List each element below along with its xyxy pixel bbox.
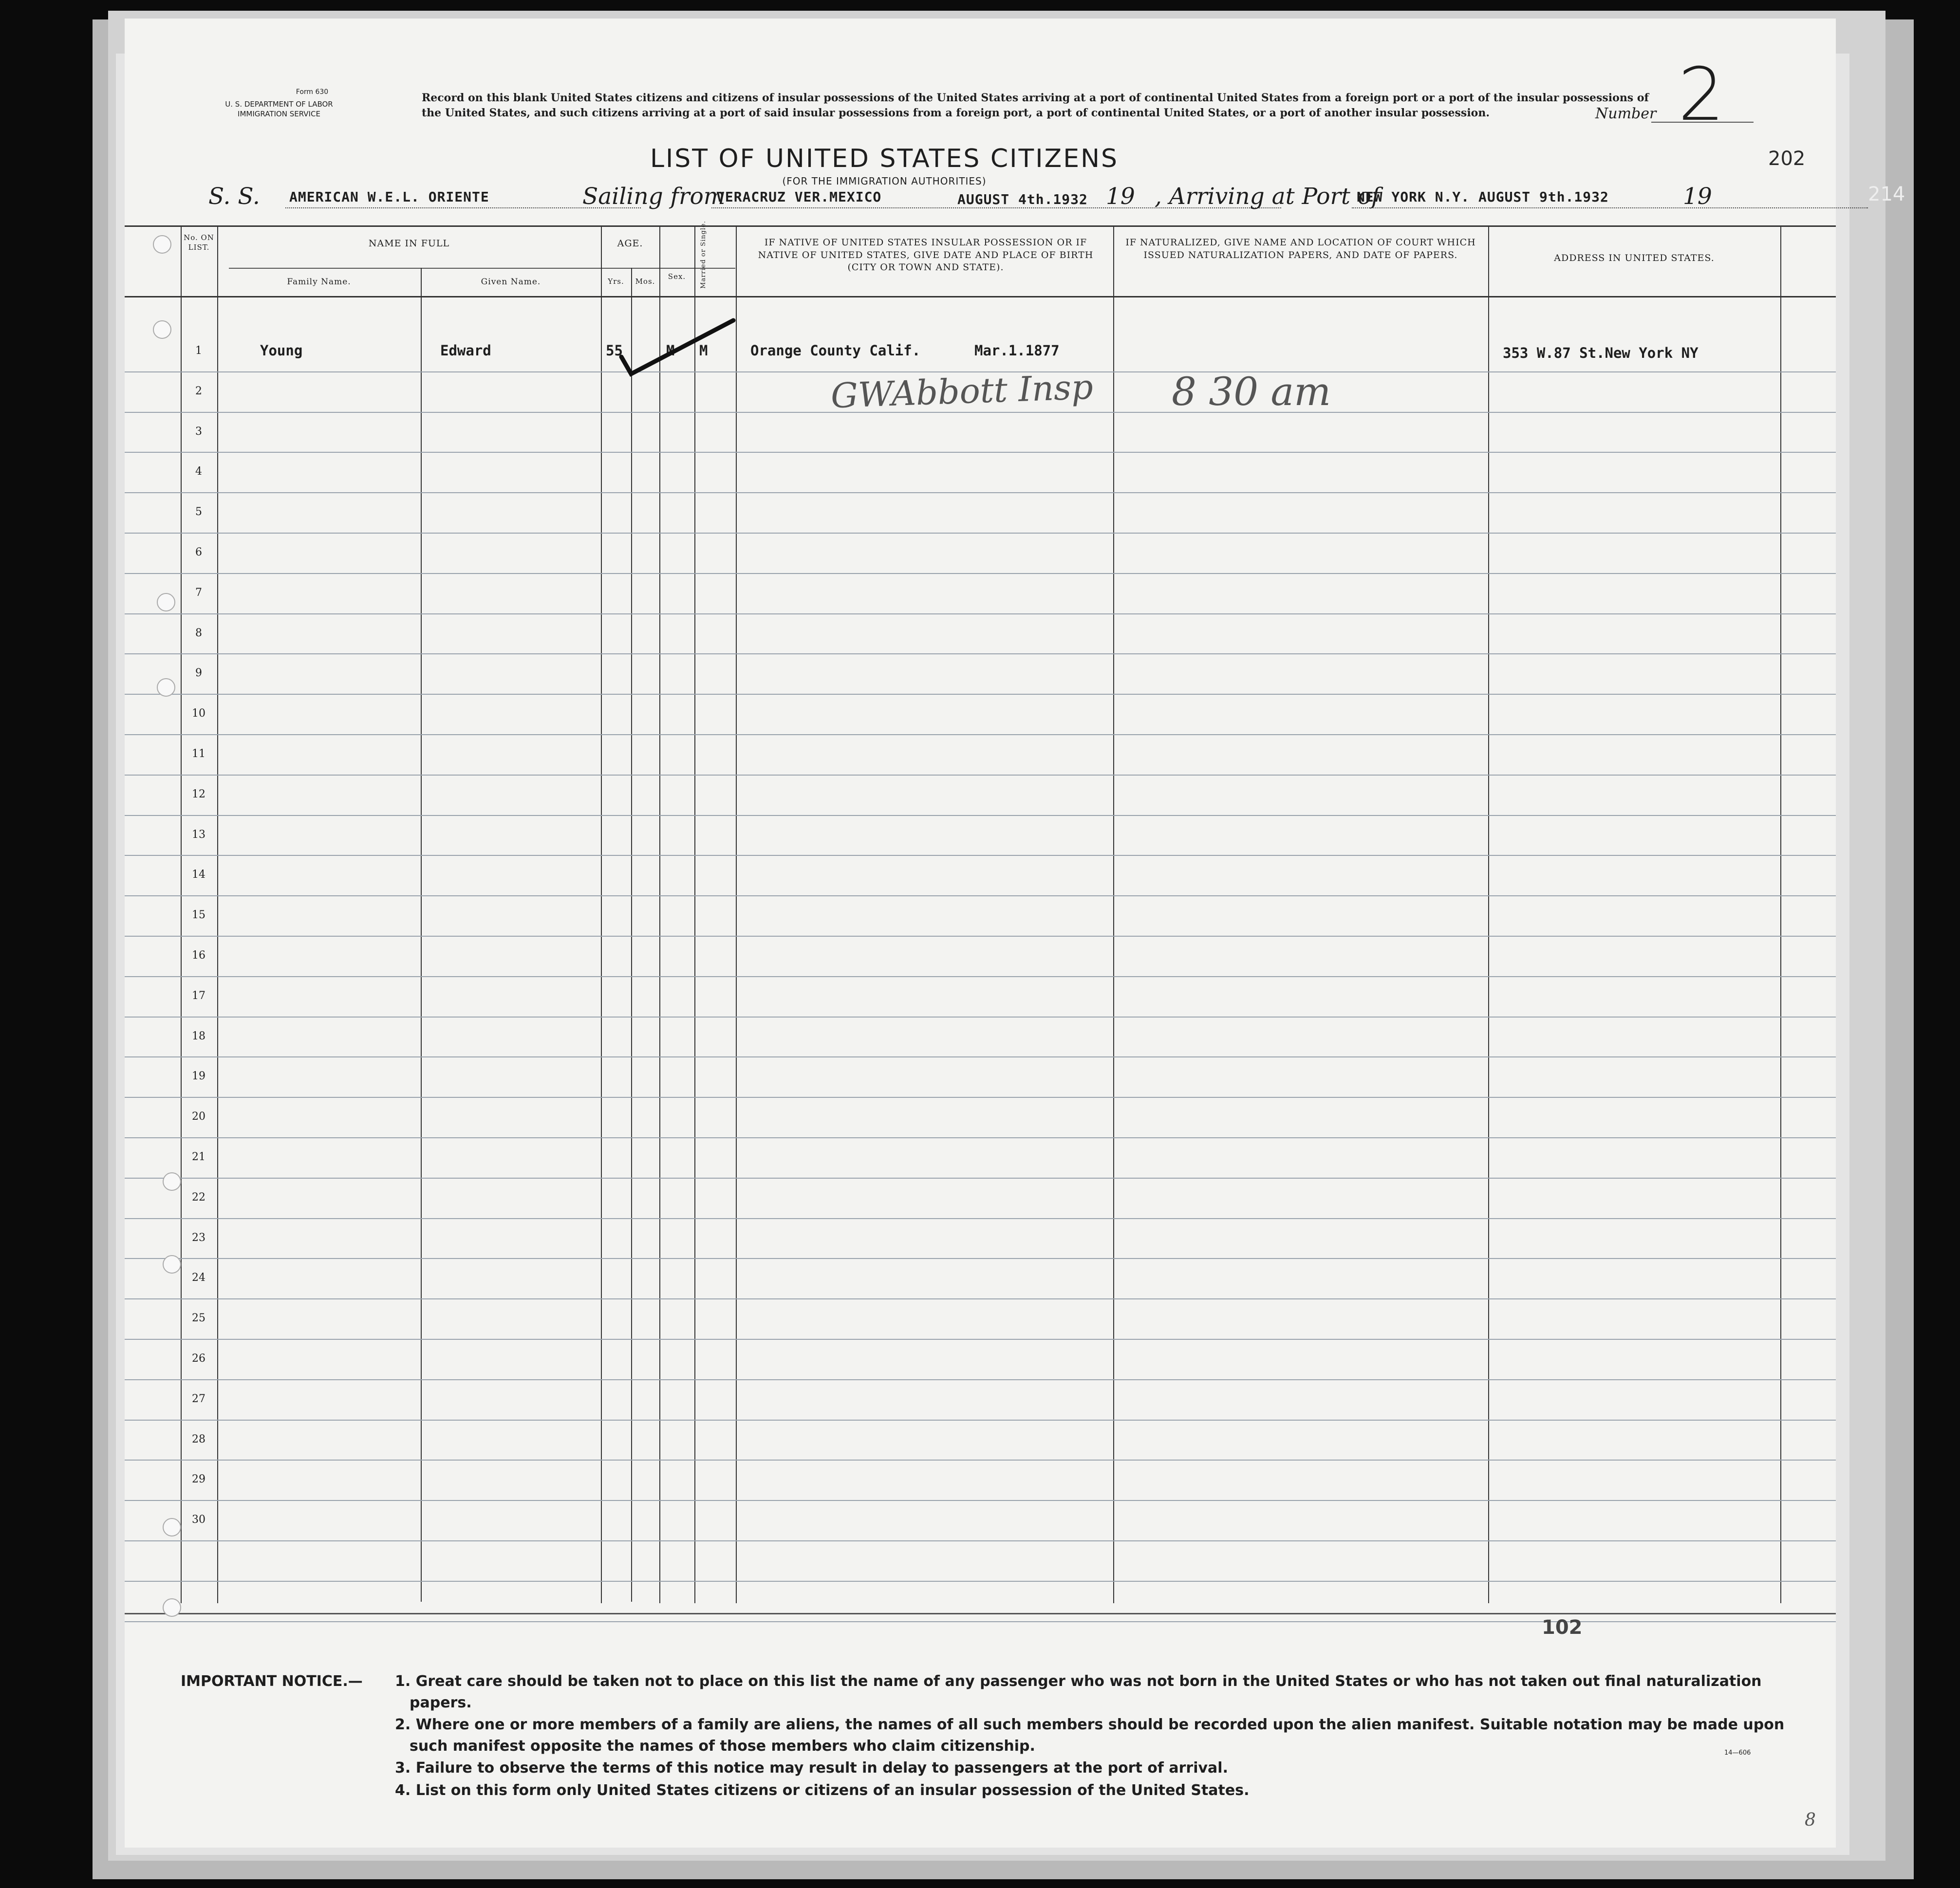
notice-heading: IMPORTANT NOTICE.— (181, 1673, 363, 1690)
birth-date-cell: Mar.1.1877 (974, 342, 1060, 359)
header-native-birth: IF NATIVE OF UNITED STATES INSULAR POSSESSION OR IF NATIVE OF UNITED STATES, GIVE DATE AND PLACE OF BIRTH (CITY OR TOWN AND STATE). (758, 237, 1094, 273)
given-name-cell: Edward (440, 342, 491, 359)
row-number: 14 (192, 869, 205, 881)
departure-port: VERACRUZ VER.MEXICO (716, 189, 882, 205)
row-number: 25 (192, 1312, 205, 1325)
binder-hole (153, 320, 171, 339)
binder-hole (153, 235, 171, 254)
row-number: 2 (195, 385, 202, 397)
binder-hole (163, 1172, 181, 1191)
notice-item: 3. Failure to observe the terms of this notice may result in delay to passengers at the port of arrival. (395, 1759, 1228, 1777)
row-rule (125, 1298, 1836, 1299)
row-rule (125, 734, 1836, 735)
header-yrs: Yrs. (608, 277, 624, 286)
row-number: 7 (195, 586, 202, 599)
binder-hole (157, 593, 175, 611)
col-rule-no (181, 225, 182, 1603)
row-rule (125, 895, 1836, 896)
row-rule (125, 1460, 1836, 1461)
notice-item: 4. List on this form only United States citizens or citizens of an insular possession of the United States. (395, 1781, 1250, 1799)
row-number: 9 (195, 667, 202, 680)
row-number: 24 (192, 1272, 205, 1284)
notice-item: 1. Great care should be taken not to place on this list the name of any passenger who was not born in the United States or who has not taken out final naturalization papers. (395, 1673, 1762, 1711)
arrival-port-date: NEW YORK N.Y. AUGUST 9th.1932 (1357, 189, 1609, 205)
sailing-from-label: Sailing from (582, 183, 726, 210)
col-rule-yrs (601, 225, 602, 1603)
row-number: 4 (195, 465, 202, 478)
row-rule (125, 1137, 1836, 1138)
row-rule (125, 694, 1836, 695)
header-married-single: Married or Single. (700, 221, 707, 289)
row-rule (125, 815, 1836, 816)
page-title: LIST OF UNITED STATES CITIZENS (650, 144, 1119, 173)
row-number: 29 (192, 1473, 205, 1486)
year-prefix-departure: 19 (1106, 183, 1135, 210)
header-name-in-full: NAME IN FULL (368, 238, 450, 249)
row-number: 16 (192, 949, 205, 962)
header-given-name: Given Name. (481, 277, 541, 287)
row-number: 3 (195, 425, 202, 438)
row-rule (125, 1218, 1836, 1219)
row-rule (125, 492, 1836, 493)
header-no-on-list: No. ON LIST. (184, 233, 214, 252)
family-name-cell: Young (260, 342, 303, 359)
arrival-underline (1352, 207, 1868, 208)
row-number: 22 (192, 1191, 205, 1203)
row-number: 11 (192, 748, 205, 760)
marital-status-cell: M (699, 342, 708, 359)
stamp-number-side: 214 (1868, 183, 1905, 205)
form-number: Form 630 (296, 88, 329, 96)
row-number: 17 (192, 989, 205, 1002)
row-number: 21 (192, 1151, 205, 1163)
row-rule (125, 1379, 1836, 1380)
form-print-code: 14—606 (1724, 1749, 1751, 1757)
row-number: 20 (192, 1111, 205, 1123)
department-name: U. S. DEPARTMENT OF LABOR (225, 100, 333, 109)
list-number: 2 (1678, 53, 1725, 137)
row-number: 27 (192, 1392, 205, 1405)
col-rule-naturalized (1113, 225, 1114, 1603)
col-rule-mos (631, 268, 632, 1602)
year-prefix-arrival: 19 (1683, 183, 1712, 210)
row-rule (125, 1339, 1836, 1340)
check-mark-icon (612, 311, 738, 379)
col-rule-native (736, 225, 737, 1603)
row-rule (125, 1178, 1836, 1179)
row-number: 12 (192, 788, 205, 800)
sex-cell: M (666, 342, 675, 359)
footer-stamp: 102 (1542, 1616, 1583, 1639)
col-rule-address (1488, 225, 1489, 1603)
number-label: Number (1595, 105, 1657, 122)
row-number: 28 (192, 1433, 205, 1445)
header-age: AGE. (617, 238, 643, 249)
row-rule (125, 855, 1836, 856)
col-rule-end (1780, 225, 1781, 1603)
header-naturalized: IF NATURALIZED, GIVE NAME AND LOCATION OF COURT WHICH ISSUED NATURALIZATION PAPERS, AND DATE OF PAPERS. (1125, 237, 1476, 260)
row-number: 18 (192, 1030, 205, 1042)
handwritten-time: 8 30 am (1172, 369, 1331, 414)
header-address: ADDRESS IN UNITED STATES. (1554, 253, 1715, 263)
arriving-label: , Arriving at Port of (1155, 183, 1380, 210)
row-rule (125, 1017, 1836, 1018)
row-number: 13 (192, 828, 205, 841)
col-rule-family (217, 225, 218, 1603)
row-rule (125, 573, 1836, 574)
row-number: 30 (192, 1514, 205, 1526)
binder-hole (163, 1255, 181, 1274)
birth-place-cell: Orange County Calif. (750, 342, 921, 359)
handwritten-inspector-signature: GWAbbott Insp (830, 367, 1094, 416)
page-subtitle: (FOR THE IMMIGRATION AUTHORITIES) (782, 175, 987, 187)
row-rule (125, 775, 1836, 776)
header-sex: Sex. (668, 272, 686, 281)
row-rule (125, 613, 1836, 614)
row-number: 15 (192, 909, 205, 922)
row-number: 10 (192, 707, 205, 720)
row-number: 5 (195, 506, 202, 518)
row-rule (125, 976, 1836, 977)
binder-hole (157, 678, 175, 697)
manifest-page (125, 19, 1905, 1848)
row-rule (125, 1540, 1836, 1541)
departure-date: AUGUST 4th.1932 (957, 191, 1088, 207)
stamp-number-top: 202 (1768, 148, 1806, 170)
row-number: 26 (192, 1352, 205, 1365)
row-rule (125, 1258, 1836, 1259)
binder-hole (163, 1518, 181, 1536)
row-rule (125, 533, 1836, 534)
corner-page-mark: 8 (1805, 1810, 1816, 1830)
row-rule (125, 653, 1836, 654)
row-rule (125, 1500, 1836, 1501)
row-number: 8 (195, 627, 202, 639)
row-rule (125, 936, 1836, 937)
passenger-table (125, 221, 1836, 1639)
ship-name: AMERICAN W.E.L. ORIENTE (289, 189, 489, 205)
col-rule-married (694, 225, 695, 1603)
address-cell: 353 W.87 St.New York NY (1503, 345, 1699, 361)
age-years-cell: 55 (606, 342, 623, 359)
header-family-name: Family Name. (287, 277, 351, 287)
issuing-department (169, 99, 389, 119)
row-rule (125, 1581, 1836, 1582)
ss-label: S. S. (208, 183, 260, 210)
col-rule-sex (659, 225, 660, 1603)
col-rule-given (421, 268, 422, 1602)
notice-items (395, 1671, 1807, 1802)
table-bottom-border (125, 1613, 1836, 1614)
row-rule (125, 1420, 1836, 1421)
row-rule (125, 1097, 1836, 1098)
notice-item: 2. Where one or more members of a family are aliens, the names of all such members should be recorded upon the alien manifest. Suitable notation may be made upon such manifest opposite the names of those members who claim citizenship. (395, 1716, 1785, 1755)
row-number: 23 (192, 1231, 205, 1244)
row-number: 6 (195, 546, 202, 558)
row-rule (125, 1056, 1836, 1057)
service-name: IMMIGRATION SERVICE (238, 110, 320, 119)
row-number: 19 (192, 1070, 205, 1083)
form-instructions: Record on this blank United States citizens and citizens of insular possessions of the United States arriving at a port of continental United States from a foreign port or a port of the insular possessions of the United States, and such citizens arriving at a port of said insular possessions from a foreign port, a port of continental United States, or a port of another insular possession. (422, 92, 1649, 120)
table-top-border (125, 225, 1836, 227)
binder-hole (163, 1598, 181, 1617)
row-rule (125, 412, 1836, 413)
row-number: 1 (195, 345, 202, 357)
header-mos: Mos. (635, 277, 655, 286)
row-rule (125, 452, 1836, 453)
header-bottom-border (125, 296, 1836, 297)
